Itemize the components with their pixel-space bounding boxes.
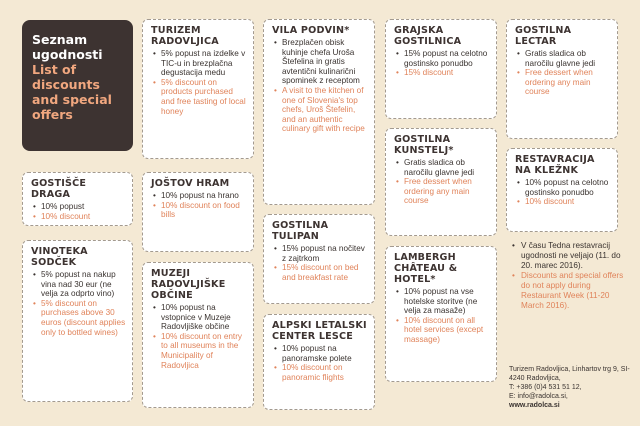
card-lambergh-chateau-hotel <box>385 246 497 382</box>
offer-slovene: • Gratis sladica ob naročilu glavne jedi <box>525 49 611 68</box>
card-title: TURIZEM RADOVLJICA <box>151 25 219 47</box>
offer-english: • 15% discount <box>404 68 490 78</box>
card-gostilna-kunstelj <box>385 128 497 236</box>
offer-slovene: • 5% popust na izdelke v TIC-u in brezplačna degustacija medu <box>161 49 247 78</box>
card-title: VINOTEKA SODČEK <box>31 246 88 268</box>
card-title: RESTAVRACIJA NA KLEŽNK <box>515 154 595 176</box>
website-link[interactable]: www.radolca.si <box>509 402 560 409</box>
offer-english: • 15% discount on bed and breakfast rate <box>282 263 368 282</box>
title-box <box>22 20 133 151</box>
card-alpski-letalski-center-lesce <box>263 314 375 410</box>
address-line: Turizem Radovljica, Linhartov trg 9, SI-4240 Radovljica, <box>509 366 630 382</box>
offer-english: • Free dessert when ordering any main course <box>525 68 611 97</box>
card-title: GOSTILNA KUNSTELJ* <box>394 134 454 156</box>
card-title: GOSTILNA TULIPAN <box>272 220 329 242</box>
card-title: VILA PODVIN* <box>272 25 350 36</box>
offer-slovene: • 10% popust <box>41 202 126 212</box>
card-title: GRAJSKA GOSTILNICA <box>394 25 462 47</box>
card-grajska-gostilnica <box>385 19 497 119</box>
card-restavracija-na-kleznk <box>506 148 618 232</box>
offer-slovene: • 15% popust na nočitev z zajtrkom <box>282 244 368 263</box>
title-slovene: Seznam ugodnosti <box>32 32 103 62</box>
phone-line: T: +386 (0)4 531 51 12, <box>509 384 582 391</box>
email-line: E: info@radolca.si, <box>509 393 568 400</box>
offer-slovene: • Brezplačen obisk kuhinje chefa Uroša Štefelina in gratis avtentični kulinarični spominek z receptom <box>282 38 368 86</box>
offer-slovene: • 15% popust na celotno gostinsko ponudbo <box>404 49 490 68</box>
card-gostisce-draga <box>22 172 133 226</box>
card-turizem-radovljica <box>142 19 254 159</box>
offer-english: • 5% discount on products purchased and free tasting of local honey <box>161 78 247 116</box>
offer-english: • 10% discount on food bills <box>161 201 247 220</box>
offer-slovene: • 10% popust na vse hotelske storitve (ne velja za masaže) <box>404 287 490 316</box>
card-title: LAMBERGH CHÂTEAU & HOTEL* <box>394 252 458 285</box>
card-title: GOSTILNA LECTAR <box>515 25 572 47</box>
note-english: • Discounts and special offers do not apply during Restaurant Week (11-20 March 2016). <box>521 271 627 311</box>
offer-english: • 10% discount <box>525 197 611 207</box>
card-title: ALPSKI LETALSKI CENTER LESCE <box>272 320 367 342</box>
offer-english: • 10% discount on entry to all museums in the Municipality of Radovljica <box>161 332 247 370</box>
offer-english: • 5% discount on purchases above 30 euros (discount applies only to bottled wines) <box>41 299 126 337</box>
card-title: GOSTIŠČE DRAGA <box>31 178 87 200</box>
note-slovene: • V času Tedna restavracij ugodnosti ne veljajo (11. do 20. marec 2016). <box>521 241 627 271</box>
restaurant-week-note <box>509 241 627 311</box>
contact-address <box>509 365 634 410</box>
card-gostilna-tulipan <box>263 214 375 304</box>
card-muzeji-radovljiske-obcine <box>142 262 254 408</box>
card-title: JOŠTOV HRAM <box>151 178 230 189</box>
offer-english: • 10% discount <box>41 212 126 222</box>
offer-slovene: • 10% popust na panoramske polete <box>282 344 368 363</box>
offer-slovene: • 10% popust na hrano <box>161 191 247 201</box>
card-gostilna-lectar <box>506 19 618 139</box>
offer-slovene: • 10% popust na vstopnice v Muzeje Radovljiške občine <box>161 303 247 332</box>
offer-slovene: • 5% popust na nakup vina nad 30 eur (ne velja za odprto vino) <box>41 270 126 299</box>
offer-slovene: • 10% popust na celotno gostinsko ponudbo <box>525 178 611 197</box>
title-english: List of discounts and special offers <box>32 62 112 122</box>
offer-english: • Free dessert when ordering any main course <box>404 177 490 206</box>
card-jostov-hram <box>142 172 254 252</box>
offer-english: • 10% discount on panoramic flights <box>282 363 368 382</box>
offer-slovene: • Gratis sladica ob naročilu glavne jedi <box>404 158 490 177</box>
offer-english: • 10% discount on all hotel services (except massage) <box>404 316 490 345</box>
card-title: MUZEJI RADOVLJIŠKE OBČINE <box>151 268 226 301</box>
card-vinoteka-sodcek <box>22 240 133 402</box>
offer-english: • A visit to the kitchen of one of Slovenia's top chefs, Uroš Štefelin, and an authentic culinary gift with recipe <box>282 86 368 134</box>
card-vila-podvin <box>263 19 375 205</box>
